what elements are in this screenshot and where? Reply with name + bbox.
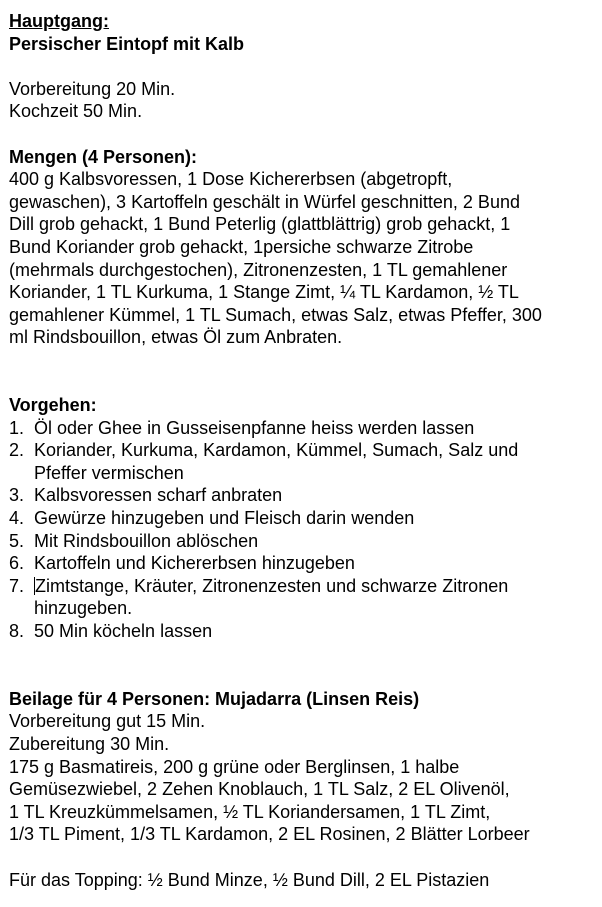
step-item	[9, 507, 597, 530]
steps-heading: Vorgehen:	[9, 395, 97, 416]
step-number: 8.	[9, 621, 25, 642]
spacer	[9, 349, 597, 394]
step-line: hinzugeben.	[34, 598, 133, 619]
step-line: Pfeffer vermischen	[34, 462, 184, 483]
side-ingredients-line: 1/3 TL Piment, 1/3 TL Kardamon, 2 EL Rosinen, 2 Blätter Lorbeer	[9, 824, 530, 845]
step-item	[9, 552, 597, 575]
step-number: 7.	[9, 575, 25, 596]
spacer	[9, 55, 597, 78]
step-text	[34, 439, 597, 484]
ingredients-line: Koriander, 1 TL Kurkuma, 1 Stange Zimt, ¼ TL Kardamon, ½ TL	[9, 282, 519, 303]
ingredients-text	[9, 168, 597, 349]
step-line: Kalbsvoressen scharf anbraten	[34, 485, 283, 506]
step-number: 6.	[9, 553, 25, 574]
side-ingredients-line: 1 TL Kreuzkümmelsamen, ½ TL Koriandersamen, 1 TL Zimt,	[9, 801, 491, 822]
side-prep-time: Vorbereitung gut 15 Min.	[9, 711, 206, 732]
step-text	[34, 484, 597, 507]
step-line: Öl oder Ghee in Gusseisenpfanne heiss werden lassen	[34, 417, 475, 438]
ingredients-line: gewaschen), 3 Kartoffeln geschält in Würfel geschnitten, 2 Bund	[9, 191, 520, 212]
step-item	[9, 484, 597, 507]
step-number: 3.	[9, 485, 25, 506]
step-line: 50 Min köcheln lassen	[34, 621, 213, 642]
ingredients-line: gemahlener Kümmel, 1 TL Sumach, etwas Salz, etwas Pfeffer, 300	[9, 304, 542, 325]
step-line: Zimtstange, Kräuter, Zitronenzesten und schwarze Zitronen	[35, 575, 509, 596]
side-ingredients-line: 175 g Basmatireis, 200 g grüne oder Berglinsen, 1 halbe	[9, 756, 460, 777]
ingredients-heading: Mengen (4 Personen):	[9, 146, 198, 167]
recipe-document	[9, 10, 597, 891]
step-text	[34, 552, 597, 575]
recipe-title: Persischer Eintopf mit Kalb	[9, 33, 245, 54]
spacer	[9, 643, 597, 688]
side-ingredients-text	[9, 756, 597, 846]
step-number: 4.	[9, 508, 25, 529]
step-text	[34, 417, 597, 440]
step-text	[34, 530, 597, 553]
prep-time: Vorbereitung 20 Min.	[9, 78, 176, 99]
step-line: Kartoffeln und Kichererbsen hinzugeben	[34, 553, 355, 574]
step-number: 5.	[9, 530, 25, 551]
section-label: Hauptgang:	[9, 11, 109, 31]
topping-line: Für das Topping: ½ Bund Minze, ½ Bund Dill, 2 EL Pistazien	[9, 869, 490, 890]
side-dish-heading: Beilage für 4 Personen: Mujadarra (Linsen Reis)	[9, 688, 420, 709]
step-item	[9, 620, 597, 643]
side-ingredients-line: Gemüsezwiebel, 2 Zehen Knoblauch, 1 TL Salz, 2 EL Olivenöl,	[9, 779, 510, 800]
step-line: Koriander, Kurkuma, Kardamon, Kümmel, Sumach, Salz und	[34, 440, 519, 461]
step-number: 1.	[9, 417, 25, 438]
spacer	[9, 846, 597, 869]
side-cook-time: Zubereitung 30 Min.	[9, 734, 170, 754]
step-line-with-cursor[interactable]	[34, 575, 597, 598]
step-text	[34, 620, 597, 643]
step-line: Gewürze hinzugeben und Fleisch darin wenden	[34, 508, 415, 529]
spacer	[9, 123, 597, 146]
ingredients-line: Bund Koriander grob gehackt, 1persiche schwarze Zitrobe	[9, 236, 474, 257]
ingredients-line: (mehrmals durchgestochen), Zitronenzesten, 1 TL gemahlener	[9, 259, 508, 280]
step-number: 2.	[9, 440, 25, 461]
step-line: Mit Rindsbouillon ablöschen	[34, 530, 259, 551]
step-text[interactable]	[34, 575, 597, 620]
steps-list	[9, 417, 597, 643]
step-item	[9, 575, 597, 620]
step-item	[9, 530, 597, 553]
ingredients-line: Dill grob gehackt, 1 Bund Peterlig (glattblättrig) grob gehackt, 1	[9, 214, 511, 235]
ingredients-line: 400 g Kalbsvoressen, 1 Dose Kichererbsen (abgetropft,	[9, 169, 453, 190]
cook-time: Kochzeit 50 Min.	[9, 101, 143, 122]
ingredients-line: ml Rindsbouillon, etwas Öl zum Anbraten.	[9, 327, 343, 348]
step-text	[34, 507, 597, 530]
step-item	[9, 417, 597, 440]
step-item	[9, 439, 597, 484]
